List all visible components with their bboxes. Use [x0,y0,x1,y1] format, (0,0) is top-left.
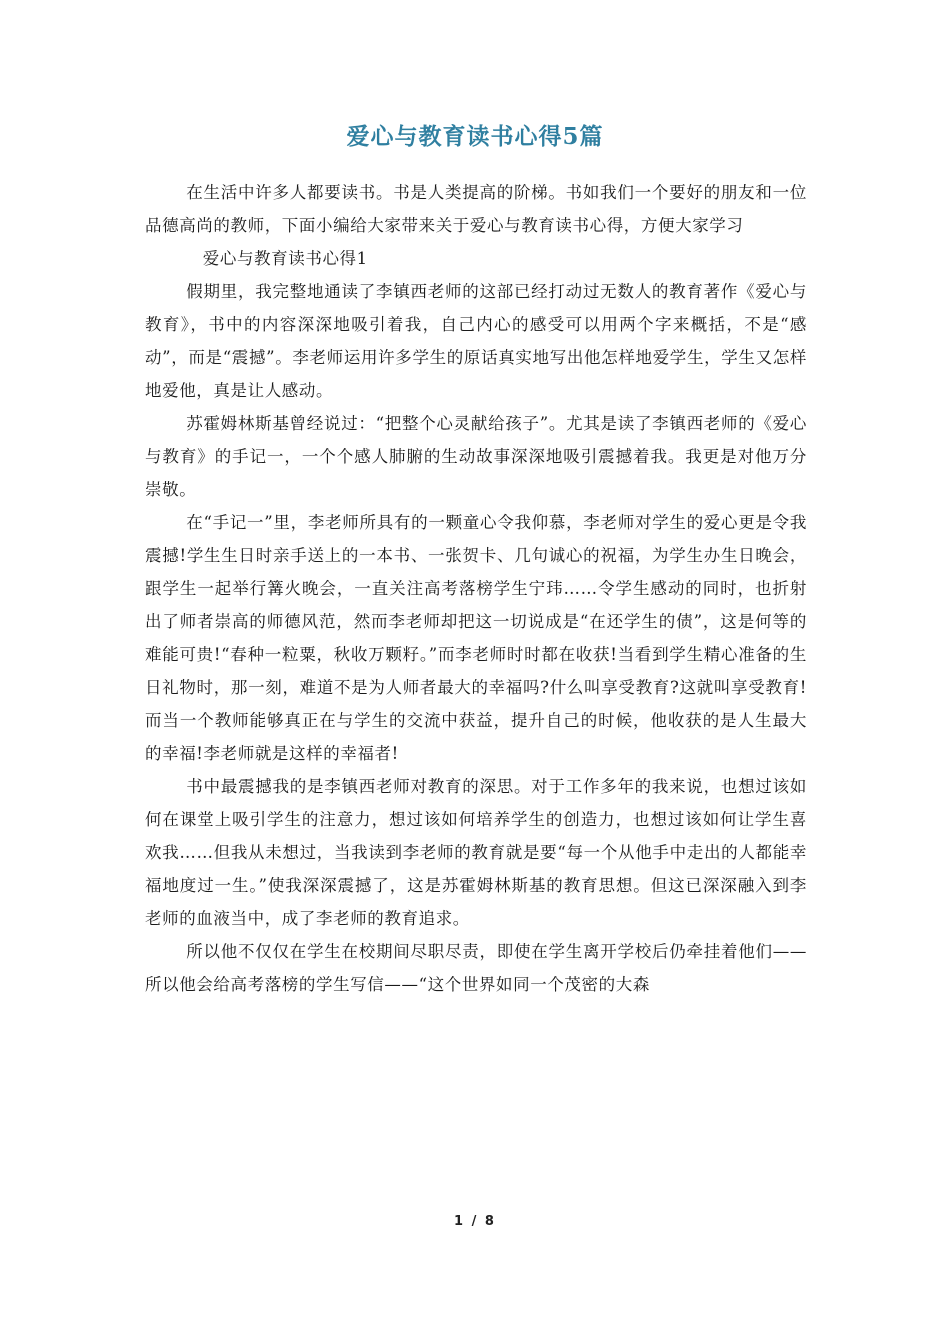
body-paragraph: 在“手记一”里，李老师所具有的一颗童心令我仰慕，李老师对学生的爱心更是令我震撼!学生生日时亲手送上的一本书、一张贺卡、几句诚心的祝福，为学生办生日晚会，跟学生一起举行篝火晚会，一直关注高考落榜学生宁玮……令学生感动的同时，也折射出了师者崇高的师德风范，然而李老师却把这一切说成是“在还学生的债”，这是何等的难能可贵!“春种一粒粟，秋收万颗籽。”而李老师时时都在收获!当看到学生精心准备的生日礼物时，那一刻，难道不是为人师者最大的幸福吗?什么叫享受教育?这就叫享受教育!而当一个教师能够真正在与学生的交流中获益，提升自己的时候，他收获的是人生最大的幸福!李老师就是这样的幸福者! [145,513,807,763]
body-paragraph: 苏霍姆林斯基曾经说过：“把整个心灵献给孩子”。尤其是读了李镇西老师的《爱心与教育》的手记一，一个个感人肺腑的生动故事深深地吸引震撼着我。我更是对他万分崇敬。 [145,414,807,499]
body-paragraph: 书中最震撼我的是李镇西老师对教育的深思。对于工作多年的我来说，也想过该如何在课堂上吸引学生的注意力，想过该如何培养学生的创造力，也想过该如何让学生喜欢我……但我从未想过，当我读到李老师的教育就是要“每一个从他手中走出的人都能幸福地度过一生。”使我深深震撼了，这是苏霍姆林斯基的教育思想。但这已深深融入到李老师的血液当中，成了李老师的教育追求。 [145,777,807,928]
page-number: 1 / 8 [454,1214,496,1229]
document-title: 爱心与教育读书心得5篇 [346,123,604,150]
body-paragraph: 假期里，我完整地通读了李镇西老师的这部已经打动过无数人的教育著作《爱心与教育》，书中的内容深深地吸引着我，自己内心的感受可以用两个字来概括，不是“感动”，而是“震撼”。李老师运用许多学生的原话真实地写出他怎样地爱学生，学生又怎样地爱他，真是让人感动。 [145,282,807,400]
body-paragraph: 所以他不仅仅在学生在校期间尽职尽责，即使在学生离开学校后仍牵挂着他们——所以他会给高考落榜的学生写信——“这个世界如同一个茂密的大森 [145,942,807,994]
document-body [145,176,807,1001]
intro-paragraph: 在生活中许多人都要读书。书是人类提高的阶梯。书如我们一个要好的朋友和一位品德高尚的教师，下面小编给大家带来关于爱心与教育读书心得，方便大家学习 [145,183,807,235]
section-heading: 爱心与教育读书心得1 [202,249,368,268]
